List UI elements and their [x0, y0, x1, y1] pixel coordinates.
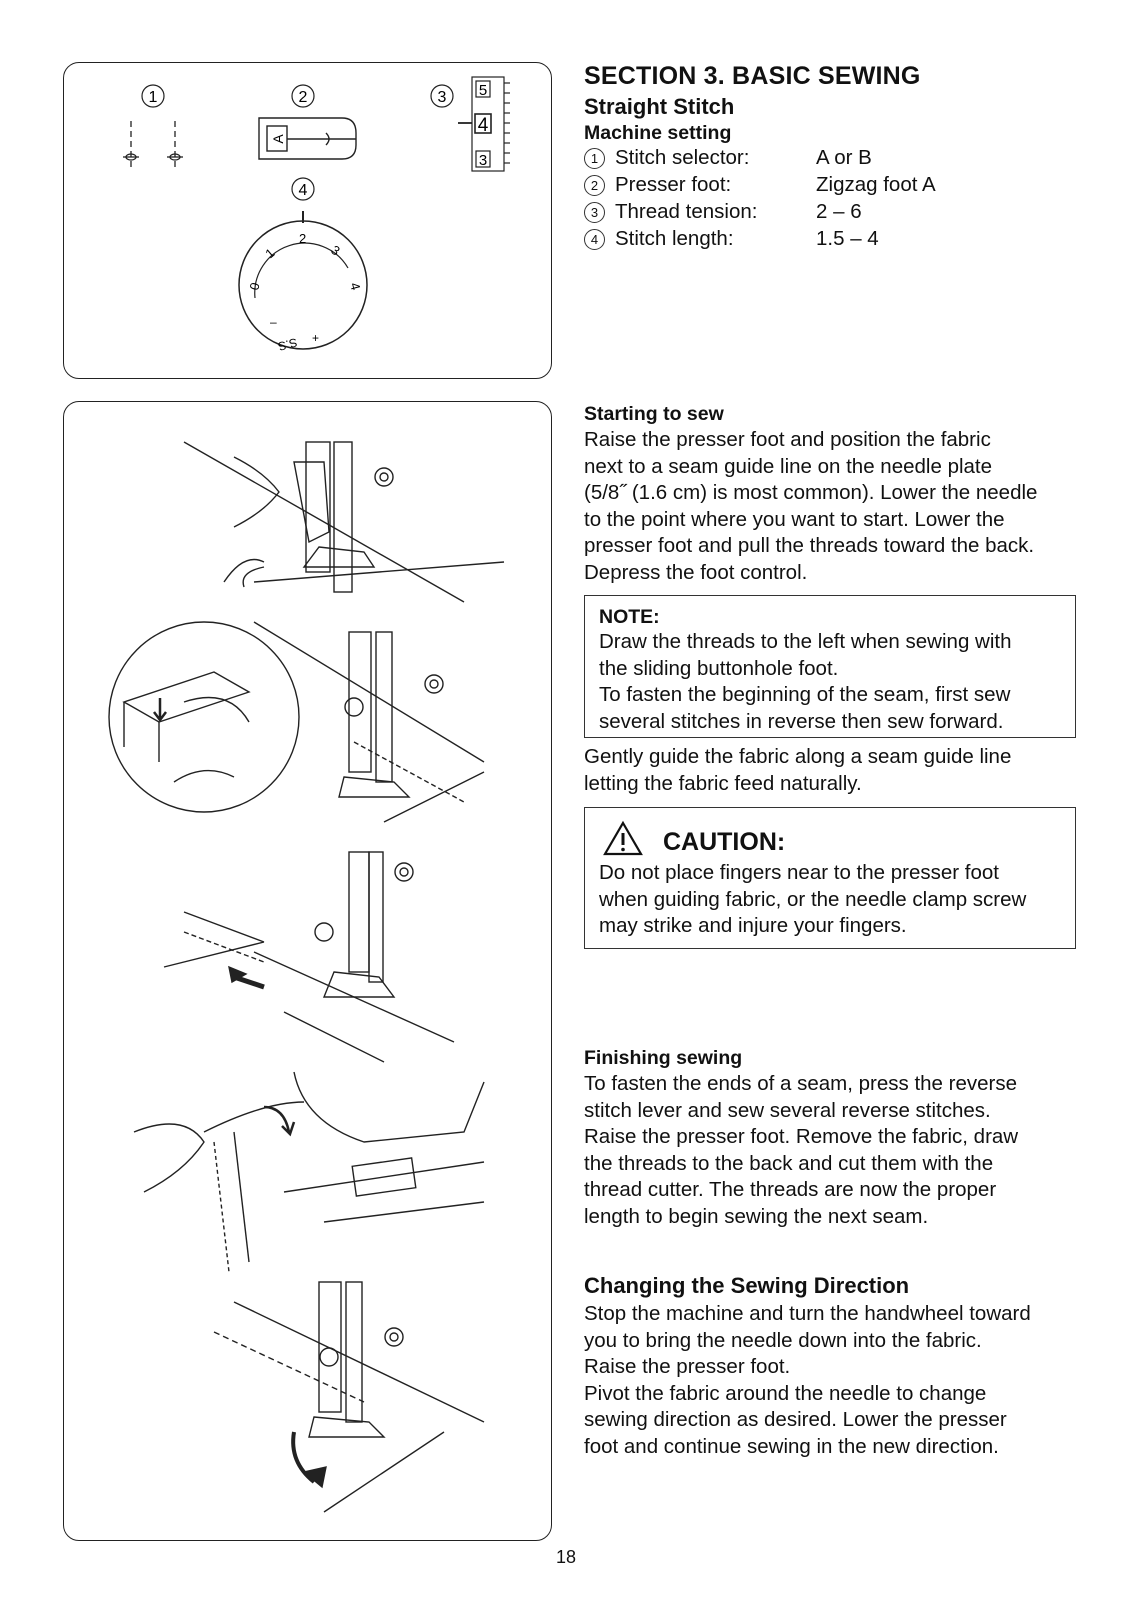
setting-label: Presser foot:	[615, 173, 732, 196]
text-line: Stop the machine and turn the handwheel toward	[584, 1302, 1031, 1325]
text-line: (5/8˝ (1.6 cm) is most common). Lower the needle	[584, 481, 1038, 504]
text-line: To fasten the beginning of the seam, first sew	[599, 683, 1011, 706]
pivot-fabric-illustration	[214, 1282, 484, 1512]
foot-control-inset	[109, 622, 299, 812]
thread-direction-arrow-icon	[264, 1107, 294, 1134]
setting-row-presser-foot	[584, 173, 1064, 200]
text-line: stitch lever and sew several reverse stitches.	[584, 1098, 991, 1122]
callout-4: 4	[298, 182, 308, 199]
note-heading: NOTE:	[599, 606, 660, 628]
finishing-paragraph	[584, 1071, 1084, 1230]
caution-heading: CAUTION:	[663, 828, 786, 856]
direction-paragraph	[584, 1301, 1084, 1460]
guide-paragraph	[584, 744, 1084, 797]
text-line: the sliding buttonhole foot.	[599, 656, 839, 680]
text-line: when guiding fabric, or the needle clamp screw	[599, 887, 1027, 911]
text-line: next to a seam guide line on the needle plate	[584, 454, 993, 478]
setting-label: Stitch length:	[615, 227, 734, 250]
setting-value: A or B	[816, 146, 872, 169]
callout-1: 1	[148, 89, 158, 106]
sewing-steps-illustration	[64, 402, 553, 1542]
setting-num-1: 1	[584, 148, 605, 169]
section-title: SECTION 3. BASIC SEWING	[584, 62, 921, 90]
dial-number-4: 4	[347, 280, 364, 292]
direction-heading: Changing the Sewing Direction	[584, 1273, 910, 1298]
text-line: Draw the threads to the left when sewing with	[599, 630, 1012, 653]
presser-foot-lowered-illustration	[254, 622, 484, 822]
text-line: length to begin sewing the next seam.	[584, 1204, 929, 1228]
text-line: Raise the presser foot.	[584, 1355, 791, 1378]
warning-triangle-icon	[603, 820, 643, 856]
finishing-heading: Finishing sewing	[584, 1047, 743, 1069]
text-line: Depress the foot control.	[584, 560, 808, 584]
tension-number-3: 3	[478, 152, 488, 169]
setting-value: 2 – 6	[816, 200, 862, 223]
cut-thread-illustration	[134, 1072, 484, 1272]
setting-row-stitch-length	[584, 227, 1064, 254]
text-line: sewing direction as desired. Lower the presser	[584, 1408, 1007, 1431]
setting-label: Thread tension:	[615, 200, 758, 223]
machine-setting-heading: Machine setting	[584, 122, 732, 144]
setting-label: Stitch selector:	[615, 146, 750, 169]
text-line: Gently guide the fabric along a seam guide line	[584, 745, 1012, 768]
text-line: Raise the presser foot. Remove the fabric, draw	[584, 1125, 1019, 1148]
position-fabric-illustration	[184, 442, 504, 602]
note-paragraph	[599, 629, 1069, 735]
setting-num-4: 4	[584, 229, 605, 250]
text-line: to the point where you want to start. Lower the	[584, 507, 1005, 531]
starting-paragraph	[584, 427, 1084, 586]
dial-plus-icon: +	[312, 331, 320, 345]
callout-2: 2	[298, 89, 308, 106]
dial-number-3: 3	[328, 242, 343, 259]
caution-paragraph	[599, 860, 1069, 940]
text-line: Raise the presser foot and position the fabric	[584, 428, 991, 451]
subsection-title: Straight Stitch	[584, 94, 735, 119]
text-line: you to bring the needle down into the fabric.	[584, 1328, 982, 1352]
starting-heading: Starting to sew	[584, 403, 724, 425]
guide-fabric-illustration	[164, 852, 454, 1062]
machine-setting-list	[584, 146, 1064, 258]
dial-number-2: 2	[299, 231, 307, 246]
text-line: letting the fabric feed naturally.	[584, 771, 862, 795]
text-line: To fasten the ends of a seam, press the reverse	[584, 1072, 1018, 1095]
text-line: the threads to the back and cut them with the	[584, 1151, 994, 1175]
machine-setting-figure	[63, 62, 552, 379]
dial-number-0: 0	[246, 280, 263, 292]
caution-box	[584, 807, 1076, 949]
presser-foot-letter: A	[270, 134, 286, 144]
note-box	[584, 595, 1076, 738]
setting-num-3: 3	[584, 202, 605, 223]
text-line: thread cutter. The threads are now the proper	[584, 1178, 997, 1201]
sewing-steps-figure	[63, 401, 552, 1541]
press-down-arrow-icon	[154, 698, 166, 720]
text-line: foot and continue sewing in the new direction.	[584, 1434, 999, 1458]
setting-row-stitch-selector	[584, 146, 1064, 173]
setting-value: 1.5 – 4	[816, 227, 879, 250]
setting-num-2: 2	[584, 175, 605, 196]
text-line: presser foot and pull the threads toward the back.	[584, 534, 1035, 557]
text-line: may strike and injure your fingers.	[599, 914, 907, 937]
dial-label-ss: S.S	[276, 335, 299, 354]
text-line: several stitches in reverse then sew forward.	[599, 709, 1004, 733]
page-number: 18	[556, 1547, 577, 1567]
tension-number-5: 5	[478, 82, 488, 99]
stitch-selector-icon	[123, 121, 183, 167]
text-line: Pivot the fabric around the needle to change	[584, 1381, 987, 1405]
dial-minus-icon: –	[270, 315, 277, 329]
callout-3: 3	[437, 89, 447, 106]
tension-number-4: 4	[477, 115, 489, 136]
machine-setting-illustration	[64, 63, 553, 380]
text-line: Do not place fingers near to the presser foot	[599, 861, 999, 884]
dial-number-1: 1	[262, 245, 278, 262]
setting-value: Zigzag foot A	[816, 173, 936, 196]
setting-row-thread-tension	[584, 200, 1064, 227]
